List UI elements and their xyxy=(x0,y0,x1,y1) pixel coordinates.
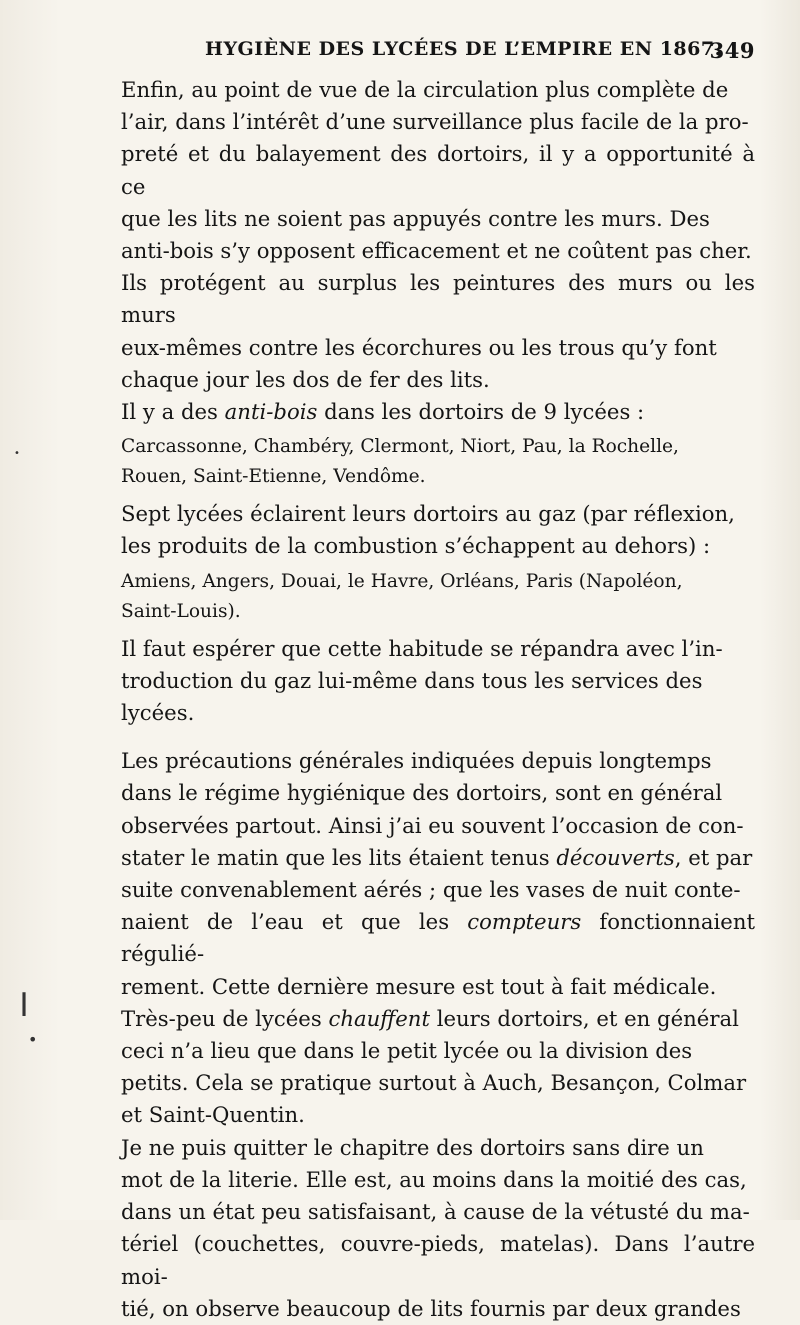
text-line xyxy=(121,842,755,874)
text-line: dans un état peu satisfaisant, à cause de la vétusté du ma- xyxy=(121,1199,750,1225)
paragraph-1 xyxy=(121,74,755,396)
text-line: Il faut espérer que cette habitude se répandra avec l’in- xyxy=(121,635,723,661)
text-run: Il y a des xyxy=(121,399,225,425)
text-line: ceci n’a lieu que dans le petit lycée ou la division des xyxy=(121,1038,693,1064)
text-line: et Saint-Quentin. xyxy=(121,1102,305,1128)
italic-term: compteurs xyxy=(467,909,582,935)
paragraph-3 xyxy=(121,498,755,562)
text-line: l’air, dans l’intérêt d’une surveillance plus facile de la pro- xyxy=(121,109,749,135)
text-line: Enfin, au point de vue de la circulation plus complète de xyxy=(121,77,729,102)
text-run: fonctionnaient régulié- xyxy=(121,909,755,967)
italic-term: anti-bois xyxy=(224,399,318,425)
text-line xyxy=(121,1003,755,1035)
margin-ink-mark: ┃ xyxy=(18,992,31,1016)
text-line xyxy=(121,906,755,970)
text-run: stater le matin que les lits étaient tenus xyxy=(121,844,557,870)
text-line: preté et du balayement des dortoirs, il y a opportunité à ce xyxy=(121,141,755,199)
text-run: , et par xyxy=(674,844,753,870)
paragraph-6 xyxy=(121,1003,755,1132)
paragraph-5 xyxy=(121,745,755,1003)
text-line: troduction du gaz lui-même dans tous les services des xyxy=(121,667,703,693)
text-line: mot de la literie. Elle est, au moins dans la moitié des cas, xyxy=(121,1166,747,1192)
text-line: les produits de la combustion s’échappent au dehors) : xyxy=(121,533,711,559)
italic-term: chauffent xyxy=(328,1005,430,1031)
margin-ink-mark: • xyxy=(28,1030,38,1049)
paragraph-2 xyxy=(121,396,755,428)
text-run: leurs dortoirs, et en général xyxy=(429,1005,739,1031)
list-line: Saint-Louis). xyxy=(121,600,241,622)
text-line: tériel (couchettes, couvre-pieds, matelas). Dans l’autre moi- xyxy=(121,1231,755,1289)
text-line: Je ne puis quitter le chapitre des dortoirs sans dire un xyxy=(121,1134,704,1160)
text-line: chaque jour les dos de fer des lits. xyxy=(121,366,490,392)
text-line: observées partout. Ainsi j’ai eu souvent l’occasion de con- xyxy=(121,812,744,838)
lycee-list-gas xyxy=(121,567,755,627)
text-line: petits. Cela se pratique surtout à Auch, Besançon, Colmar xyxy=(121,1070,747,1096)
text-run: naient de l’eau et que les xyxy=(121,909,468,935)
text-line: dans le régime hygiénique des dortoirs, sont en général xyxy=(121,780,723,806)
italic-term: découverts xyxy=(556,844,675,870)
paragraph-7 xyxy=(121,1132,755,1325)
running-title: HYGIÈNE DES LYCÉES DE L’EMPIRE EN 1867. xyxy=(205,38,722,60)
text-line: rement. Cette dernière mesure est tout à fait médicale. xyxy=(121,973,717,999)
text-line: que les lits ne soient pas appuyés contre les murs. Des xyxy=(121,205,710,231)
text-run: dans les dortoirs de 9 lycées : xyxy=(317,399,645,425)
list-line: Carcassonne, Chambéry, Clermont, Niort, Pau, la Rochelle, xyxy=(121,436,679,458)
paragraph-gap xyxy=(121,729,755,745)
text-run: Très-peu de lycées xyxy=(121,1005,329,1031)
list-line: Rouen, Saint-Etienne, Vendôme. xyxy=(121,466,426,488)
margin-ink-mark: • xyxy=(14,448,20,459)
page-body xyxy=(121,74,755,1325)
text-line: Sept lycées éclairent leurs dortoirs au gaz (par réflexion, xyxy=(121,501,735,527)
text-line: eux-mêmes contre les écorchures ou les trous qu’y font xyxy=(121,334,717,360)
lycee-list-anti-bois xyxy=(121,432,755,492)
page-header xyxy=(205,38,755,68)
page-number: 349 xyxy=(709,38,755,63)
text-line: Les précautions générales indiquées depuis longtemps xyxy=(121,748,712,774)
text-line: anti-bois s’y opposent efficacement et ne coûtent pas cher. xyxy=(121,238,752,264)
text-line: tié, on observe beaucoup de lits fournis par deux grandes xyxy=(121,1295,741,1321)
list-line: Amiens, Angers, Douai, le Havre, Orléans, Paris (Napoléon, xyxy=(121,570,683,592)
text-line: suite convenablement aérés ; que les vases de nuit conte- xyxy=(121,877,741,903)
text-line: Ils protégent au surplus les peintures des murs ou les murs xyxy=(121,270,755,328)
text-line: lycées. xyxy=(121,700,195,726)
paragraph-4 xyxy=(121,633,755,730)
